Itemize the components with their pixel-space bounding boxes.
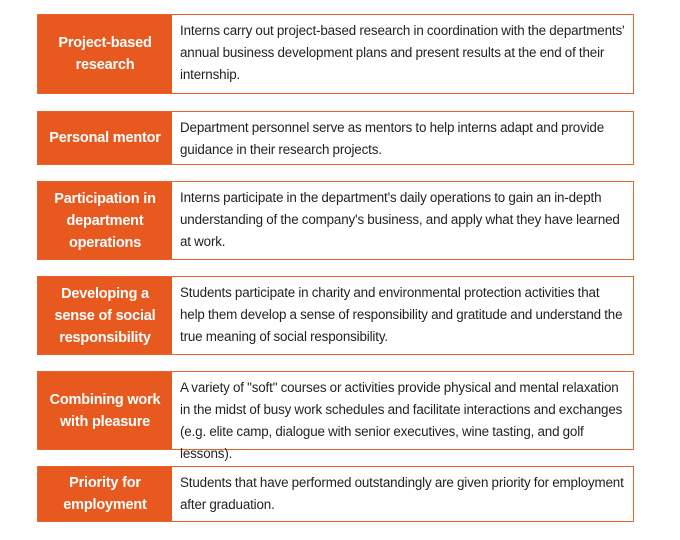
row-priority-for-employment — [37, 466, 634, 522]
row-description: Department personnel serve as mentors to help interns adapt and provide guidance in their research projects. — [180, 120, 605, 157]
row-label: Developing a sense of social responsibility — [38, 277, 172, 354]
row-personal-mentor — [37, 111, 634, 165]
row-description: Interns carry out project-based research in coordination with the departments' annual business development plans and present results at the end of their internship. — [180, 23, 625, 82]
row-label: Priority for employment — [38, 467, 172, 521]
row-description: Interns participate in the department's daily operations to gain an in-depth understanding of the company's business, and apply what they have learned at work. — [180, 190, 620, 249]
row-description: Students participate in charity and environmental protection activities that help them develop a sense of responsibility and gratitude and understand the true meaning of social responsibility. — [180, 285, 623, 344]
row-project-based-research — [37, 14, 634, 94]
row-combining-work-with-pleasure — [37, 371, 634, 461]
row-label: Personal mentor — [38, 112, 172, 164]
row-label: Combining work with pleasure — [38, 372, 172, 449]
row-developing-social-responsibility — [37, 276, 634, 355]
row-description: Students that have performed outstandingly are given priority for employment after graduation. — [180, 475, 624, 512]
row-description: A variety of "soft" courses or activities provide physical and mental relaxation in the midst of busy work schedules and facilitate interactions and exchanges (e.g. elite camp, dialogue with senior executives, wine tasting, and golf lessons). — [180, 380, 623, 461]
row-participation-in-department-operations — [37, 181, 634, 260]
row-label: Participation in department operations — [38, 182, 172, 259]
row-label: Project-based research — [38, 15, 172, 93]
